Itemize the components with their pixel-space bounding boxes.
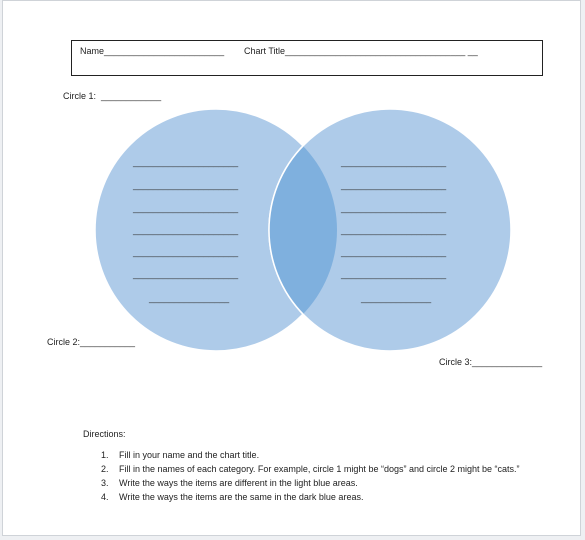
name-field-label[interactable]: Name________________________ <box>80 46 225 56</box>
direction-text: Fill in your name and the chart title. <box>119 450 260 460</box>
direction-text: Fill in the names of each category. For example, circle 1 might be “dogs” and circle 2 might be “cats.” <box>119 464 520 474</box>
direction-number: 2. <box>101 464 109 474</box>
left-line-5[interactable]: _____________________ <box>133 247 239 257</box>
left-line-7[interactable]: ________________ <box>149 293 230 303</box>
right-line-5[interactable]: _____________________ <box>341 247 447 257</box>
directions-list <box>83 449 523 504</box>
left-line-3[interactable]: _____________________ <box>133 203 239 213</box>
chart-title-field-label[interactable]: Chart Title____________________________________ __ <box>244 46 478 56</box>
left-line-1[interactable]: _____________________ <box>133 157 239 167</box>
circle1-label[interactable]: Circle 1: ____________ <box>63 91 162 101</box>
right-line-4[interactable]: _____________________ <box>341 225 447 235</box>
direction-number: 3. <box>101 478 109 488</box>
direction-item <box>83 491 523 504</box>
left-line-4[interactable]: _____________________ <box>133 225 239 235</box>
direction-item <box>83 463 523 476</box>
direction-item <box>83 449 523 462</box>
right-line-2[interactable]: _____________________ <box>341 180 447 190</box>
direction-item <box>83 477 523 490</box>
right-line-6[interactable]: _____________________ <box>341 269 447 279</box>
document-page <box>2 0 581 536</box>
direction-number: 1. <box>101 450 109 460</box>
circle2-label[interactable]: Circle 2:___________ <box>47 337 136 347</box>
direction-text: Write the ways the items are the same in the dark blue areas. <box>119 492 364 502</box>
directions-section <box>83 429 523 505</box>
directions-title: Directions: <box>83 429 126 439</box>
circle3-label[interactable]: Circle 3:______________ <box>439 357 543 367</box>
right-line-1[interactable]: _____________________ <box>341 157 447 167</box>
right-line-7[interactable]: ______________ <box>361 293 432 303</box>
left-line-2[interactable]: _____________________ <box>133 180 239 190</box>
right-line-3[interactable]: _____________________ <box>341 203 447 213</box>
direction-text: Write the ways the items are different in the light blue areas. <box>119 478 358 488</box>
direction-number: 4. <box>101 492 109 502</box>
left-line-6[interactable]: _____________________ <box>133 269 239 279</box>
